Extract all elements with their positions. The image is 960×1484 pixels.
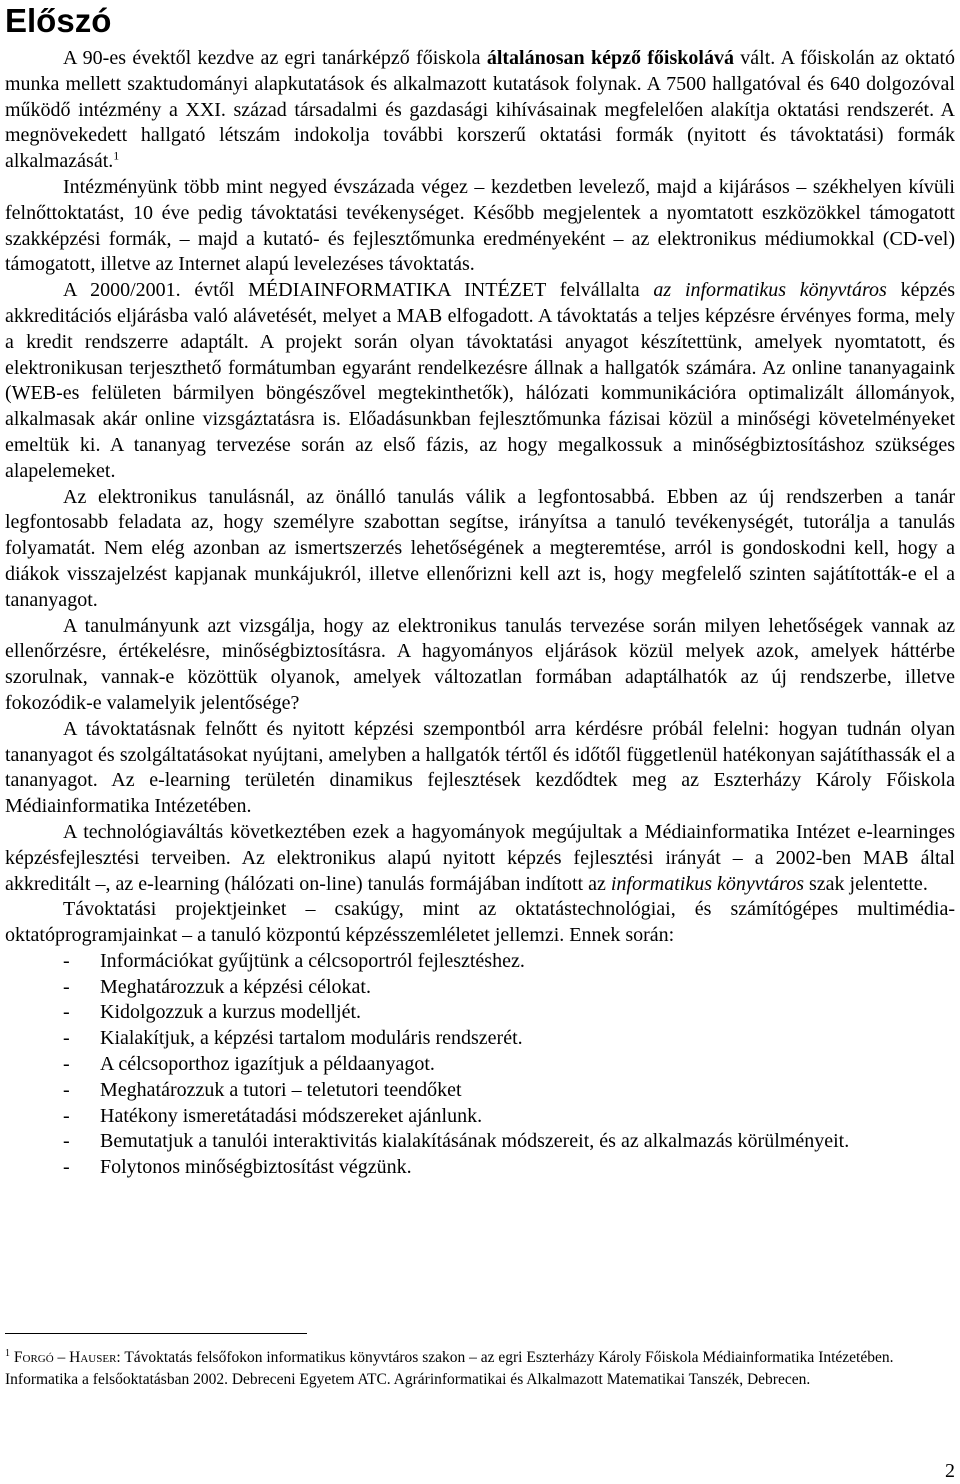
list-bullet: - [63, 1078, 70, 1101]
text-run: A 90-es évektől kezdve az egri tanárképző főiskola [63, 47, 487, 69]
paragraph [5, 897, 955, 949]
text-run: A 2000/2001. évtől MÉDIAINFORMATIKA INTÉZET felvállalta [63, 279, 654, 302]
text-run: Távoktatási projektjeinket – csakúgy, mint az oktatástechnológiai, és számítógépes multimédia-oktatóprogramjainkat – a tanuló központú képzésszemléletet jellemzi. Ennek során: [5, 898, 955, 947]
paragraph [5, 278, 955, 484]
text-run: képzés akkreditációs eljárásba való alávetését, melyet a MAB elfogadott. A távoktatás a teljes képzésre érvényes forma, mely a kredit rendszerre adaptált. A projekt során olyan távoktatási anyagot készítettünk, amelyek nyomtatott, és elektronikusan terjeszthető formátumban egyaránt rendelkezésre állnak a hallgatók számára. Az online tananyagaink (WEB-es felületen bármilyen böngészővel megtekinthetők), hálózati kommunikációra optimalizált állományok, alkalmasak akár online vizsgáztatásra is. Előadásunkban fejlesztőmunka fázisai közül a minőségi követelményeket emeltük ki. A tananyag tervezése során az első fázis, az hogy megalkossuk a minőségbiztosításhoz szükséges alapelemeket. [5, 279, 955, 482]
paragraph [5, 175, 955, 278]
list-item [5, 1155, 955, 1181]
list-bullet: - [63, 975, 70, 998]
paragraph [5, 717, 955, 820]
text-run: A tanulmányunk azt vizsgálja, hogy az elektronikus tanulás tervezése során milyen lehetőségek vannak az ellenőrzésre, értékelésre, minőségbiztosításra. A hagyományos eljárások közül melyek azok, amelyek háttérbe szorulnak, vannak-e közöttük olyanok, amelyek változatlan formában adaptálhatók az új rendszerbe, illetve fokozódik-e valamelyik jelentősége? [5, 614, 955, 714]
list-bullet: - [63, 1053, 70, 1076]
footnote-authors: Forgó – Hauser: [13, 1349, 121, 1366]
footnote-reference: 1 [113, 148, 120, 163]
list-item-text: Meghatározzuk a képzési célokat. [100, 975, 371, 998]
list-item-text: A célcsoporthoz igazítjuk a példaanyagot. [100, 1053, 435, 1076]
page-number: 2 [945, 1460, 955, 1482]
list-item-text: Kialakítjuk, a képzési tartalom moduláris rendszerét. [100, 1027, 523, 1050]
list-item [5, 1026, 955, 1052]
body-text [5, 46, 955, 1181]
footnote [5, 1347, 955, 1390]
list-bullet: - [63, 1001, 70, 1024]
list-bullet: - [63, 1156, 70, 1179]
italic-text: az informatikus könyvtáros [653, 279, 887, 302]
text-run: Intézményünk több mint negyed évszázada végez – kezdetben levelező, majd a kijárásos – székhelyen kívüli felnőttoktatást, 10 éve pedig távoktatási tevékenységet. Később megjelentek a nyomtatott eszközökkel támogatott szakképzési formák, – majd a kutató- és fejlesztőmunka eredményeként – az elektronikus médiumokkal (CD-vel) támogatott, illetve az Internet alapú levelezéses távoktatás. [5, 175, 955, 276]
text-run: vált. A főiskolán az oktató munka mellett szaktudományi alapkutatások és alkalmazott kutatások folynak. A 7500 hallgatóval és 640 dolgozóval működő intézmény a XXI. század társadalmi és gazdasági kihívásainak megfelelően alakítja oktatási rendszerét. A megnövekedett hallgató létszám indokolja további korszerű oktatási formák (nyitott és távoktatási) formák alkalmazását. [5, 47, 956, 173]
list-item-text: Hatékony ismeretátadási módszereket ajánlunk. [100, 1104, 483, 1127]
list-bullet: - [63, 1027, 70, 1050]
text-run: A technológiaváltás következtében ezek a hagyományok megújultak a Médiainformatika Intézet e-learninges képzésfejlesztési terveiben. Az elektronikus alapú nyitott képzés fejlesztési irányát – a 2002-ben MAB által akkreditált –, az e-learning (hálózati on-line) tanulás formájában indított az [5, 820, 955, 895]
footnote-separator [5, 1333, 307, 1334]
list-item-text: Folytonos minőségbiztosítást végzünk. [100, 1156, 412, 1179]
text-run: Az elektronikus tanulásnál, az önálló tanulás válik a legfontosabbá. Ebben az új rendszerben a tanár legfontosabb feladata az, hogy személyre szabottan segítse, irányítsa a tanuló tevékenységét, tutorálja a tanulás folyamatát. Nem elég azonban az ismertszerzés lehetőségének a megteremtése, arról is gondoskodni kell, hogy a diákok visszajelzést kapjanak munkájukról, illetve ellenőrizni kell azt is, hogy megfelelő szinten sajátították-e el a tananyagot. [5, 485, 955, 611]
italic-text: informatikus könyvtáros [610, 872, 804, 895]
list-item [5, 1078, 955, 1104]
footnote-text: Távoktatás felsőfokon informatikus könyvtáros szakon – az egri Eszterházy Károly Főiskola Médiainformatika Intézetében. Informatika a felsőoktatásban 2002. Debreceni Egyetem ATC. Agrárinformatikai és Alkalmazott Matematikai Tanszék, Debrecen. [5, 1349, 894, 1388]
list-item [5, 1129, 955, 1155]
list-item [5, 1052, 955, 1078]
list-bullet: - [63, 949, 70, 972]
list-item-text: Kidolgozzuk a kurzus modelljét. [100, 1001, 362, 1024]
bold-text: általánosan képző főiskolává [486, 47, 734, 69]
list-item [5, 1104, 955, 1130]
paragraph [5, 46, 955, 175]
list-item [5, 949, 955, 975]
paragraph [5, 485, 955, 614]
text-run: A távoktatásnak felnőtt és nyitott képzési szempontból arra kérdésre próbál felelni: hogyan tudnán olyan tananyagot és szolgáltatásokat nyújtani, amelyben a hallgatók tértől és időtől függetlenül hatékonyan sajátíthassák el a tananyagot. Az e-learning területén dinamikus fejlesztések kezdődtek meg az Eszterházy Károly Főiskola Médiainformatika Intézetében. [5, 717, 955, 818]
paragraph-container [5, 46, 955, 949]
list-item [5, 975, 955, 1001]
footnote-number: 1 [5, 1347, 10, 1359]
text-run: szak jelentette. [803, 872, 928, 895]
list-item-text: Meghatározzuk a tutori – teletutori teendőket [100, 1078, 462, 1101]
paragraph [5, 820, 955, 897]
list-bullet: - [63, 1130, 70, 1153]
list-bullet: - [63, 1104, 70, 1127]
list-item [5, 1000, 955, 1026]
task-list [5, 949, 955, 1181]
paragraph [5, 614, 955, 717]
page-title: Előszó [5, 2, 112, 39]
list-item-text: Információkat gyűjtünk a célcsoportról fejlesztéshez. [100, 949, 525, 972]
list-item-text: Bemutatjuk a tanulói interaktivitás kialakításának módszereit, és az alkalmazás körülményeit. [100, 1130, 850, 1153]
